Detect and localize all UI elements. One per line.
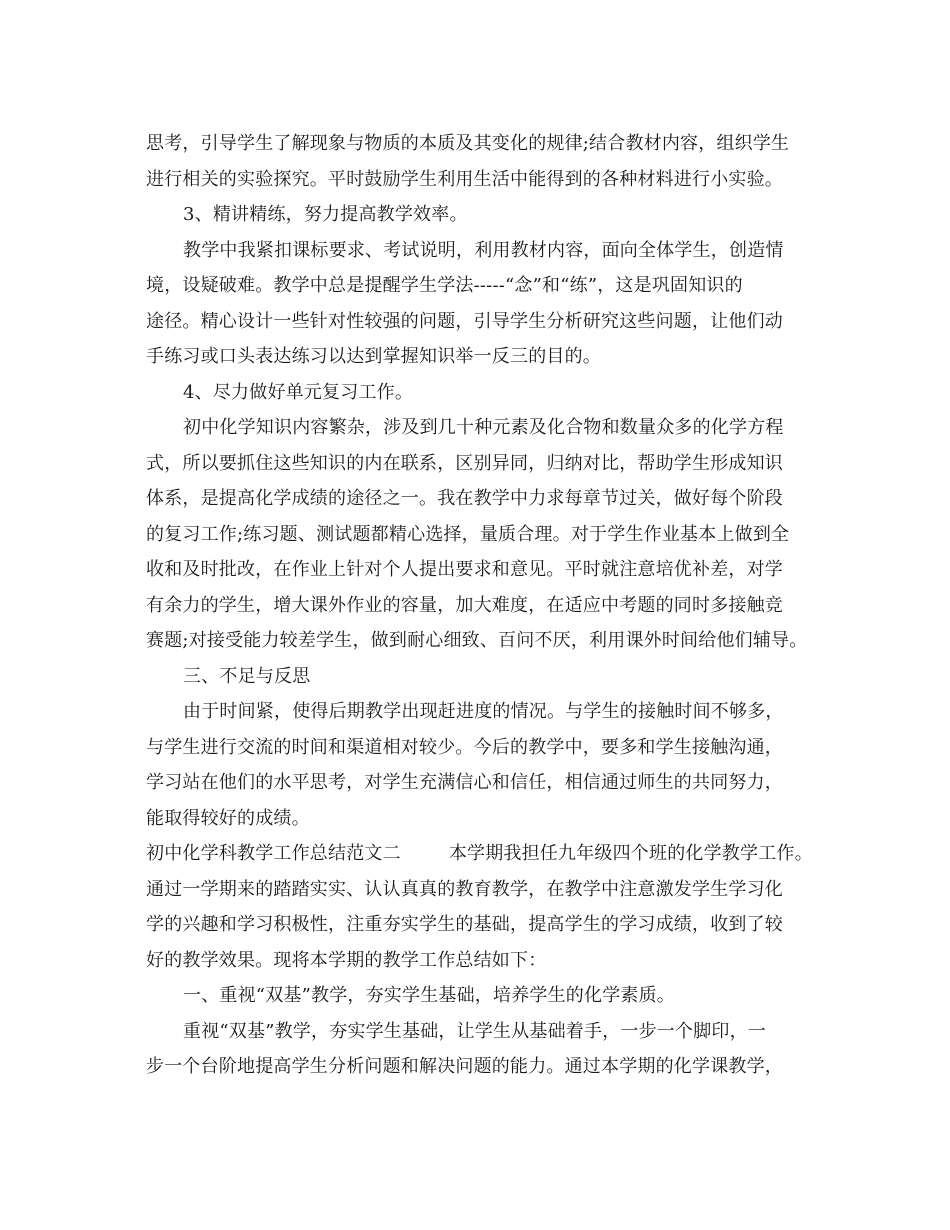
text-line: 步一个台阶地提高学生分析问题和解决问题的能力。通过本学期的化学课教学， — [146, 1056, 783, 1077]
text-line: 赛题;对接受能力较差学生，做到耐心细致、百问不厌，利用课外时间给他们辅导。 — [146, 630, 808, 651]
text-line: 境，设疑破难。教学中总是提醒学生学法-----“念”和“练”，这是巩固知识的 — [146, 275, 743, 296]
text-line: 重视“双基”教学，夯实学生基础，让学生从基础着手，一步一个脚印，一 — [183, 1020, 767, 1042]
text-line: 有余力的学生，增大课外作业的容量，加大难度，在适应中考题的同时多接触竞 — [146, 594, 783, 616]
text-line: 学的兴趣和学习积极性，注重夯实学生的基础，提高学生的学习成绩，收到了较 — [146, 914, 783, 935]
text-line: 式，所以要抓住这些知识的内在联系，区别异同，归纳对比，帮助学生形成知识 — [146, 452, 783, 474]
section-heading: 三、不足与反思 — [183, 665, 311, 687]
article-title-line — [146, 836, 826, 872]
text-line: 收和及时批改，在作业上针对个人提出要求和意见。平时就注意培优补差，对学 — [146, 559, 783, 580]
text-line: 与学生进行交流的时间和渠道相对较少。今后的教学中，要多和学生接触沟通， — [146, 736, 783, 758]
text-line: 教学中我紧扣课标要求、考试说明，利用教材内容，面向全体学生，创造情 — [183, 239, 784, 261]
text-line: 好的教学效果。现将本学期的教学工作总结如下： — [146, 949, 547, 971]
section-heading: 4、尽力做好单元复习工作。 — [183, 381, 414, 403]
text-line: 体系，是提高化学成绩的途径之一。我在教学中力求每章节过关，做好每个阶段 — [146, 488, 783, 509]
text-line: 本学期我担任九年级四个班的化学教学工作。 — [448, 843, 813, 864]
text-line: 通过一学期来的踏踏实实、认认真真的教育教学，在教学中注意激发学生学习化 — [146, 878, 783, 900]
article-title: 初中化学科教学工作总结范文二 — [146, 843, 401, 864]
section-heading: 3、精讲精练，努力提高教学效率。 — [183, 204, 468, 225]
document-body — [146, 126, 826, 1085]
text-line: 思考，引导学生了解现象与物质的本质及其变化的规律;结合教材内容，组织学生 — [146, 133, 790, 154]
text-line: 进行相关的实验探究。平时鼓励学生利用生活中能得到的各种材料进行小实验。 — [146, 168, 783, 190]
text-line: 学习站在他们的水平思考，对学生充满信心和信任，相信通过师生的共同努力， — [146, 772, 783, 793]
text-line: 途径。精心设计一些针对性较强的问题，引导学生分析研究这些问题，让他们动 — [146, 310, 783, 332]
text-line: 的复习工作;练习题、测试题都精心选择，量质合理。对于学生作业基本上做到全 — [146, 523, 790, 545]
text-line: 初中化学知识内容繁杂，涉及到几十种元素及化合物和数量众多的化学方程 — [183, 417, 784, 438]
text-line: 能取得较好的成绩。 — [146, 807, 310, 829]
text-line: 由于时间紧，使得后期教学出现赶进度的情况。与学生的接触时间不够多， — [183, 701, 784, 722]
section-heading: 一、重视“双基”教学，夯实学生基础，培养学生的化学素质。 — [183, 985, 676, 1006]
text-line: 手练习或口头表达练习以达到掌握知识举一反三的目的。 — [146, 346, 601, 367]
